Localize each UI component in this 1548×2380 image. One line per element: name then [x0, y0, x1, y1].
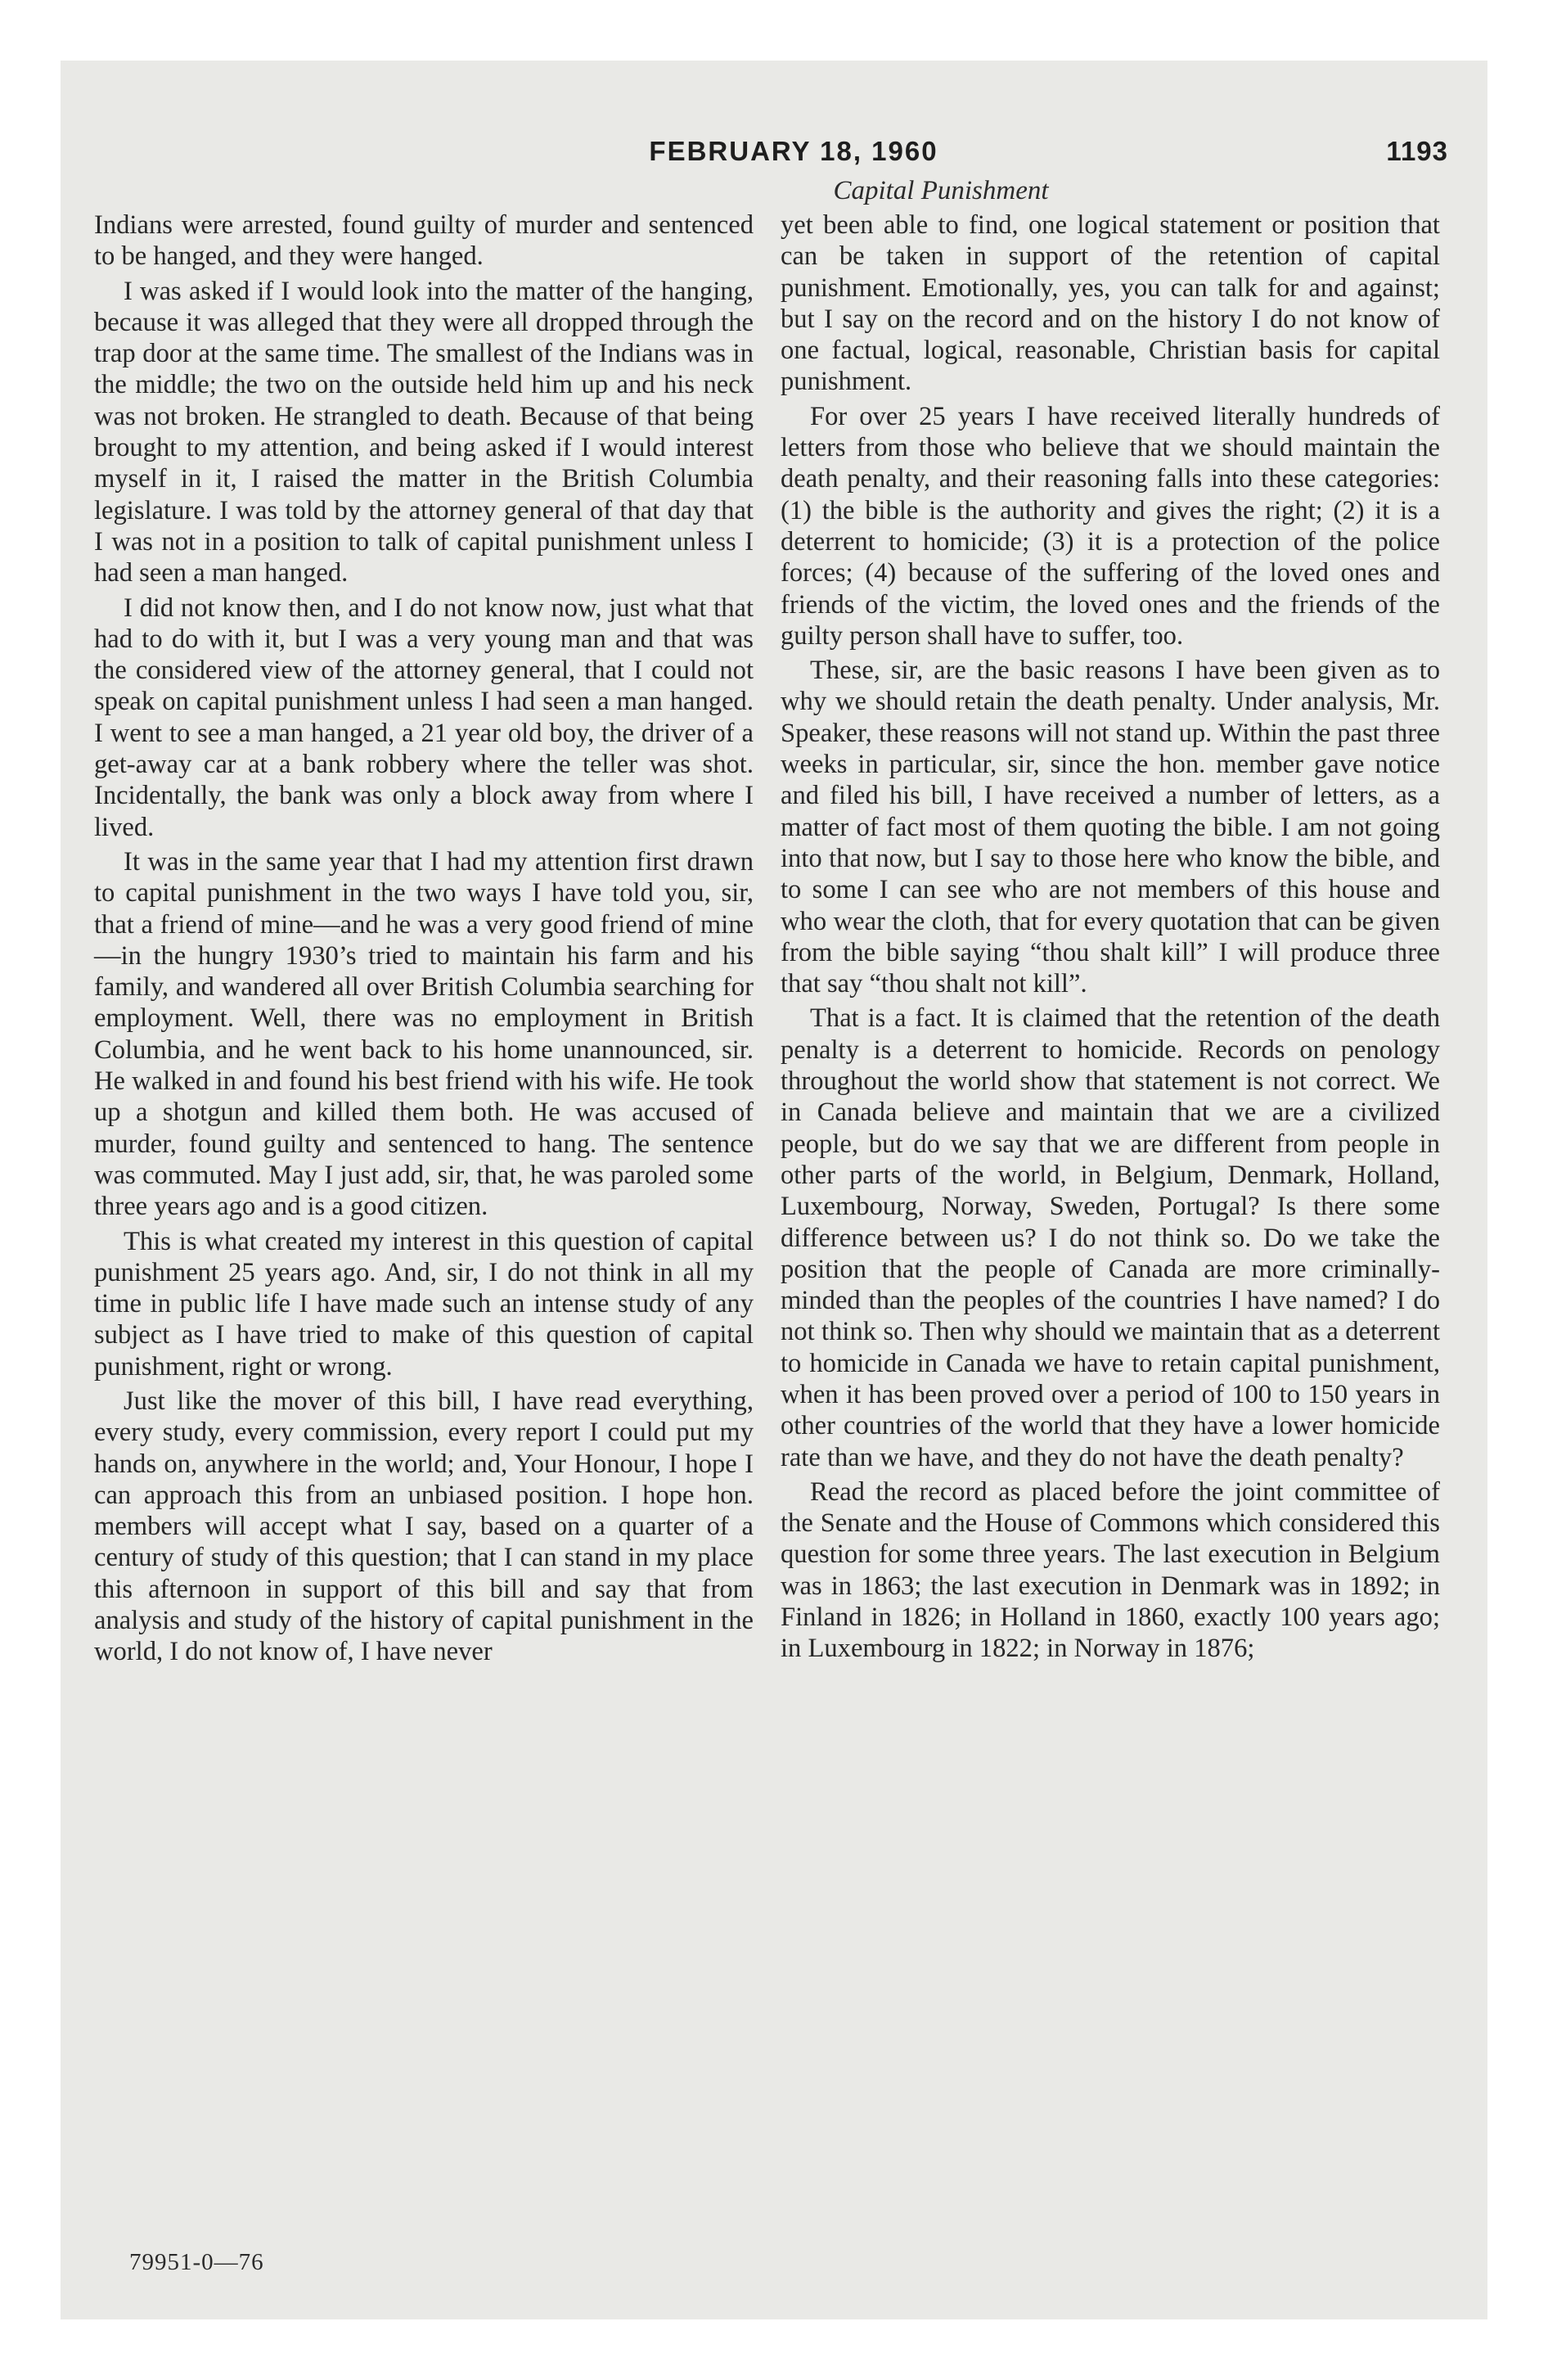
- paragraph: For over 25 years I have received literally hundreds of letters from those who believe that we should maintain the death penalty, and their reasoning falls into these categories: (1) the bible is the authority and gives the right; (2) it is a deterrent to homicide; (3) it is a protection of the police forces; (4) because of the suffering of the loved ones and friends of the victim, the loved ones and the friends of the guilty person shall have to suffer, too.: [781, 401, 1440, 651]
- paragraph: These, sir, are the basic reasons I have been given as to why we should retain the death penalty. Under analysis, Mr. Speaker, these reasons will not stand up. Within the past three weeks in particular, sir, since the hon. member gave notice and filed his bill, I have received a number of letters, as a matter of fact most of them quoting the bible. I am not going into that now, but I say to those here who know the bible, and to some I can see who are not members of this house and who wear the cloth, that for every quotation that can be given from the bible saying “thou shalt kill” I will produce three that say “thou shalt not kill”.: [781, 656, 1440, 999]
- paragraph: I did not know then, and I do not know now, just what that had to do with it, but I was a very young man and that was the considered view of the attorney general, that I could not speak on capital punishment unless I had seen a man hanged. I went to see a man hanged, a 21 year old boy, the driver of a get-away car at a bank robbery where the teller was shot. Incidentally, the bank was only a block away from where I lived.: [94, 593, 754, 842]
- page-number: 1193: [1386, 136, 1448, 166]
- right-column: [781, 210, 1440, 1665]
- header-date: FEBRUARY 18, 1960: [649, 136, 938, 166]
- paragraph: That is a fact. It is claimed that the retention of the death penalty is a deterrent to homicide. Records on penology throughout the world show that statement is not correct. We in Canada believe and maintain that we are a civilized people, but do we say that we are different from people in other parts of the world, in Belgium, Denmark, Holland, Luxembourg, Norway, Sweden, Portugal? Is there some difference between us? I do not think so. Do we take the position that the people of Canada are more criminally-minded than the peoples of the countries I have named? I do not think so. Then why should we maintain that as a deterrent to homicide in Canada we have to retain capital punishment, when it has been proved over a period of 100 to 150 years in other countries of the world that they have a lower homicide rate than we have, and they do not have the death penalty?: [781, 1003, 1440, 1472]
- paragraph: I was asked if I would look into the matter of the hanging, because it was alleged that they were all dropped through the trap door at the same time. The smallest of the Indians was in the middle; the two on the outside held him up and his neck was not broken. He strangled to death. Because of that being brought to my attention, and being asked if I would interest myself in it, I raised the matter in the British Columbia legislature. I was told by the attorney general of that day that I was not in a position to talk of capital punishment unless I had seen a man hanged.: [94, 276, 754, 588]
- section-title: Capital Punishment: [833, 176, 1049, 205]
- paragraph: Read the record as placed before the joint committee of the Senate and the House of Commons which considered this question for some three years. The last execution in Belgium was in 1863; the last execution in Denmark was in 1892; in Finland in 1826; in Holland in 1860, exactly 100 years ago; in Luxembourg in 1822; in Norway in 1876;: [781, 1476, 1440, 1664]
- left-column: [94, 210, 754, 1668]
- paragraph: This is what created my interest in this question of capital punishment 25 years ago. And, sir, I do not think in all my time in public life I have made such an intense study of any subject as I have tried to make of this question of capital punishment, right or wrong.: [94, 1226, 754, 1382]
- printer-code: 79951-0—76: [129, 2249, 264, 2275]
- paragraph: Indians were arrested, found guilty of murder and sentenced to be hanged, and they were hanged.: [94, 210, 754, 272]
- paragraph: yet been able to find, one logical statement or position that can be taken in support of the retention of capital punishment. Emotionally, yes, you can talk for and against; but I say on the record and on the history I do not know of one factual, logical, reasonable, Christian basis for capital punishment.: [781, 210, 1440, 397]
- paragraph: Just like the mover of this bill, I have read everything, every study, every commission, every report I could put my hands on, anywhere in the world; and, Your Honour, I hope I can approach this from an unbiased position. I hope hon. members will accept what I say, based on a quarter of a century of study of this question; that I can stand in my place this afternoon in support of this bill and say that from analysis and study of the history of capital punishment in the world, I do not know of, I have never: [94, 1386, 754, 1667]
- paragraph: It was in the same year that I had my attention first drawn to capital punishment in the two ways I have told you, sir, that a friend of mine—and he was a very good friend of mine—in the hungry 1930’s tried to maintain his farm and his family, and wandered all over British Columbia searching for employment. Well, there was no employment in British Columbia, and he went back to his home unannounced, sir. He walked in and found his best friend with his wife. He took up a shotgun and killed them both. He was accused of murder, found guilty and sentenced to hang. The sentence was commuted. May I just add, sir, that, he was paroled some three years ago and is a good citizen.: [94, 846, 754, 1222]
